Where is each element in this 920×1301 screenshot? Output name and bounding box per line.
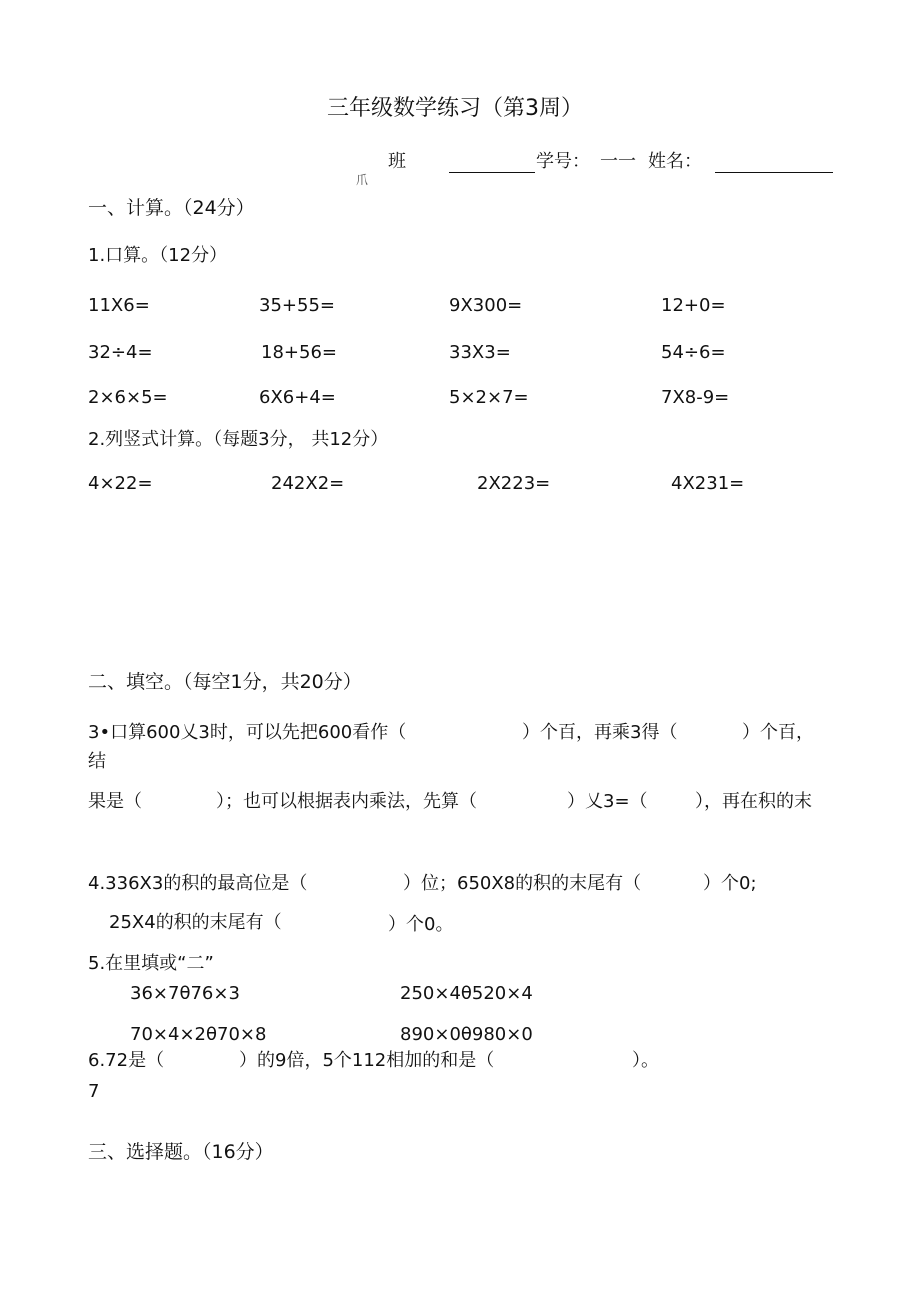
vertical-calc-item: 242X2=: [271, 473, 345, 494]
q3-text: ）乂3=（: [567, 791, 648, 812]
vertical-calc-item: 2X223=: [477, 473, 551, 494]
q3-text: 3•口算600乂3时，可以先把600看作（: [88, 722, 407, 743]
q5-heading: 5.在里填或“二”: [88, 953, 214, 974]
oral-item: 6X6+4=: [259, 387, 336, 408]
vertical-calc-item: 4×22=: [88, 473, 153, 494]
question-1-heading: 1.口算。（12分）: [88, 245, 228, 266]
q4-text: ）位；650X8的积的末尾有（: [403, 873, 642, 894]
compare-item: 250×4θ520×4: [400, 983, 533, 1004]
oral-item: 54÷6=: [661, 342, 726, 363]
q6-text: ）的9倍，5个112相加的和是（: [239, 1050, 495, 1071]
q4-text: ）个0;: [703, 873, 757, 894]
class-label-fragment: 爪: [356, 173, 369, 187]
oral-item: 5×2×7=: [449, 387, 529, 408]
name-label: 姓名：: [648, 151, 702, 172]
oral-item: 2×6×5=: [88, 387, 168, 408]
q4-text: ）个0。: [388, 914, 454, 935]
page-title: 三年级数学练习（第3周）: [327, 96, 583, 121]
name-blank[interactable]: [715, 172, 833, 173]
question-2-heading: 2.列竖式计算。（每题3分， 共12分）: [88, 429, 389, 450]
q6-text: ）。: [632, 1050, 659, 1071]
oral-item: 9X300=: [449, 295, 523, 316]
q3-text: 果是（: [88, 791, 142, 812]
oral-item: 7X8-9=: [661, 387, 730, 408]
compare-item: 36×7θ76×3: [130, 983, 240, 1004]
section-3-heading: 三、选择题。（16分）: [88, 1141, 274, 1163]
vertical-calc-item: 4X231=: [671, 473, 745, 494]
compare-item: 890×0θ980×0: [400, 1024, 533, 1045]
section-2-heading: 二、填空。（每空1分，共20分）: [88, 671, 362, 693]
q3-text: 结: [88, 751, 106, 772]
section-1-heading: 一、计算。（24分）: [88, 197, 255, 219]
oral-item: 11X6=: [88, 295, 150, 316]
q6-stray-digit: 7: [88, 1081, 100, 1102]
oral-item: 33X3=: [449, 342, 511, 363]
oral-item: 18+56=: [261, 342, 337, 363]
class-blank[interactable]: [449, 172, 535, 173]
q4-text: 25X4的积的末尾有（: [109, 912, 282, 933]
compare-item: 70×4×2θ70×8: [130, 1024, 267, 1045]
oral-item: 12+0=: [661, 295, 726, 316]
q3-text: ）个百，再乘3得（: [522, 722, 678, 743]
q3-text: ）个百，: [742, 722, 814, 743]
student-number-dash: 一一: [600, 151, 636, 172]
oral-item: 32÷4=: [88, 342, 153, 363]
oral-item: 35+55=: [259, 295, 335, 316]
q4-text: 4.336X3的积的最高位是（: [88, 873, 308, 894]
q6-text: 6.72是（: [88, 1050, 165, 1071]
student-number-label: 学号：: [536, 151, 590, 172]
q3-text: ）；也可以根据表内乘法，先算（: [216, 791, 477, 812]
q3-text: ），再在积的末: [695, 791, 812, 812]
class-label: 班: [388, 151, 406, 172]
